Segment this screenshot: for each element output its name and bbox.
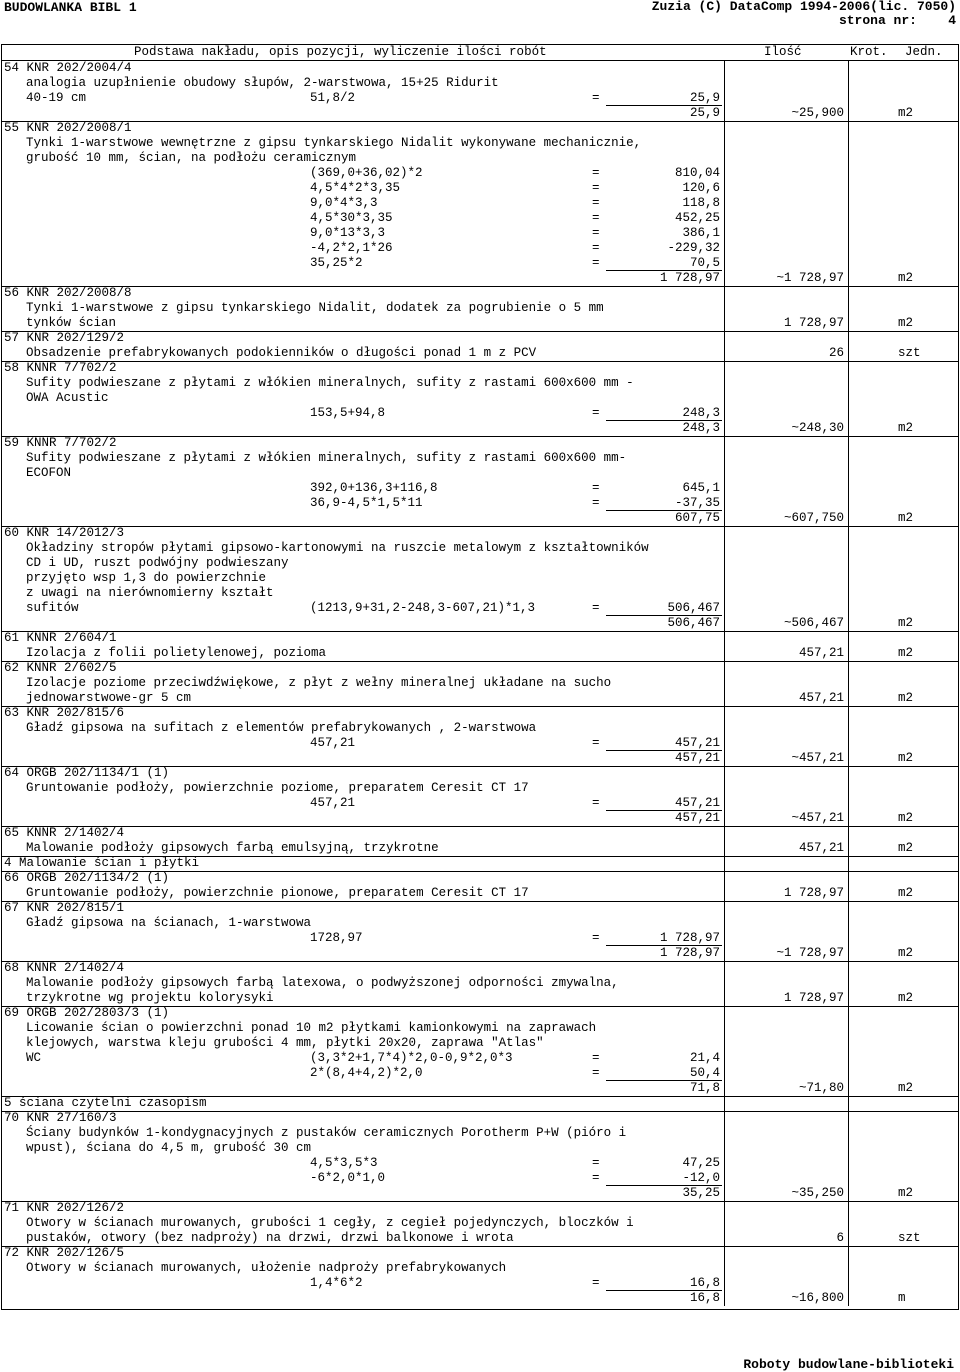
column-divider bbox=[848, 61, 849, 121]
item-quantity: 1 728,97 bbox=[783, 991, 844, 1005]
row-separator bbox=[2, 961, 958, 962]
row-separator bbox=[2, 661, 958, 662]
column-divider bbox=[848, 871, 849, 901]
column-divider bbox=[724, 1111, 725, 1201]
column-divider bbox=[848, 1201, 849, 1246]
item-description: Gładź gipsowa na sufitach z elementów prefabrykowanych , 2-warstwowa bbox=[26, 721, 537, 735]
item-description: jednowarstwowe-gr 5 cm bbox=[26, 691, 192, 705]
calc-value: 47,25 bbox=[682, 1156, 720, 1170]
column-divider bbox=[724, 331, 725, 361]
row-separator bbox=[2, 1201, 958, 1202]
calc-formula: 36,9-4,5*1,5*11 bbox=[310, 496, 423, 510]
section-heading: 5 ściana czytelni czasopism bbox=[4, 1096, 207, 1110]
calc-formula: 4,5*3,5*3 bbox=[310, 1156, 378, 1170]
calc-formula: 51,8/2 bbox=[310, 91, 356, 105]
calc-value: 21,4 bbox=[689, 1051, 720, 1065]
item-description: Malowanie podłoży gipsowych farbą latexowa, o podwyższonej odporności zmywalna, bbox=[26, 976, 619, 990]
item-quantity: ~607,750 bbox=[783, 511, 844, 525]
row-separator bbox=[2, 706, 958, 707]
column-divider bbox=[724, 1246, 725, 1306]
calc-formula: 9,0*4*3,3 bbox=[310, 196, 378, 210]
calc-equals: = bbox=[592, 1051, 600, 1065]
column-divider bbox=[724, 436, 725, 526]
item-subtotal: 25,9 bbox=[689, 106, 720, 120]
row-separator bbox=[2, 286, 958, 287]
calc-formula: -4,2*2,1*26 bbox=[310, 241, 393, 255]
calc-equals: = bbox=[592, 1156, 600, 1170]
calc-formula: 457,21 bbox=[310, 796, 356, 810]
column-divider bbox=[848, 1096, 849, 1111]
item-description: grubość 10 mm, ścian, na podłożu ceramicznym bbox=[26, 151, 357, 165]
item-quantity: 1 728,97 bbox=[783, 316, 844, 330]
calc-value: 248,3 bbox=[682, 406, 720, 420]
item-quantity: ~506,467 bbox=[783, 616, 844, 630]
item-description: ECOFON bbox=[26, 466, 72, 480]
page-label: strona nr: bbox=[838, 13, 917, 28]
item-code: 54 KNR 202/2004/4 bbox=[4, 61, 132, 75]
column-divider bbox=[848, 631, 849, 661]
item-unit: m2 bbox=[898, 691, 914, 705]
column-divider bbox=[724, 706, 725, 766]
row-separator bbox=[2, 436, 958, 437]
row-separator bbox=[2, 631, 958, 632]
item-unit: m2 bbox=[898, 751, 914, 765]
item-subtotal: 16,8 bbox=[689, 1291, 720, 1305]
column-divider bbox=[724, 1201, 725, 1246]
item-quantity: ~35,250 bbox=[791, 1186, 844, 1200]
calc-value: -229,32 bbox=[667, 241, 720, 255]
calc-value: 457,21 bbox=[674, 796, 720, 810]
column-divider bbox=[724, 661, 725, 706]
calc-equals: = bbox=[592, 181, 600, 195]
item-code: 64 ORGB 202/1134/1 (1) bbox=[4, 766, 170, 780]
calc-equals: = bbox=[592, 496, 600, 510]
item-code: 67 KNR 202/815/1 bbox=[4, 901, 125, 915]
item-subtotal: 457,21 bbox=[674, 751, 720, 765]
item-unit: m2 bbox=[898, 646, 914, 660]
calc-value: -37,35 bbox=[674, 496, 720, 510]
row-separator bbox=[2, 826, 958, 827]
item-description: Gruntowanie podłoży, powierzchnie pionowe, preparatem Ceresit CT 17 bbox=[26, 886, 529, 900]
item-code: 57 KNR 202/129/2 bbox=[4, 331, 125, 345]
cost-estimate-table bbox=[1, 44, 959, 1310]
calc-value: 70,5 bbox=[689, 256, 720, 270]
calc-label: WC bbox=[26, 1051, 42, 1065]
item-code: 63 KNR 202/815/6 bbox=[4, 706, 125, 720]
column-divider bbox=[724, 361, 725, 436]
column-divider bbox=[724, 961, 725, 1006]
item-description: Izolacja z folii polietylenowej, pozioma bbox=[26, 646, 327, 660]
row-separator bbox=[2, 526, 958, 527]
item-subtotal: 35,25 bbox=[682, 1186, 720, 1200]
column-header-krot: Krot. bbox=[850, 45, 888, 59]
item-description: tynków ścian bbox=[26, 316, 117, 330]
calc-value: -12,0 bbox=[682, 1171, 720, 1185]
item-description: Izolacje poziome przeciwdźwiękowe, z płyt z wełny mineralnej układane na sucho bbox=[26, 676, 612, 690]
column-divider bbox=[724, 526, 725, 631]
calc-value: 506,467 bbox=[667, 601, 720, 615]
item-code: 60 KNR 14/2012/3 bbox=[4, 526, 125, 540]
item-code: 70 KNR 27/160/3 bbox=[4, 1111, 117, 1125]
column-divider bbox=[848, 1111, 849, 1201]
column-divider bbox=[724, 121, 725, 286]
column-divider bbox=[724, 1096, 725, 1111]
column-divider bbox=[724, 871, 725, 901]
column-divider bbox=[848, 901, 849, 961]
calc-equals: = bbox=[592, 796, 600, 810]
item-code: 68 KNNR 2/1402/4 bbox=[4, 961, 125, 975]
calc-equals: = bbox=[592, 166, 600, 180]
column-divider bbox=[724, 826, 725, 856]
item-unit: m2 bbox=[898, 316, 914, 330]
calc-value: 386,1 bbox=[682, 226, 720, 240]
column-divider bbox=[848, 331, 849, 361]
column-divider bbox=[848, 436, 849, 526]
calc-value: 16,8 bbox=[689, 1276, 720, 1290]
calc-equals: = bbox=[592, 931, 600, 945]
calc-formula: (3,3*2+1,7*4)*2,0-0,9*2,0*3 bbox=[310, 1051, 513, 1065]
column-header-quantity: Ilość bbox=[764, 45, 802, 59]
item-quantity: ~71,80 bbox=[798, 1081, 844, 1095]
document-title: BUDOWLANKA BIBL 1 bbox=[4, 0, 137, 15]
item-code: 66 ORGB 202/1134/2 (1) bbox=[4, 871, 170, 885]
calc-equals: = bbox=[592, 406, 600, 420]
item-code: 58 KNNR 7/702/2 bbox=[4, 361, 117, 375]
calc-label: sufitów bbox=[26, 601, 79, 615]
item-quantity: ~16,800 bbox=[791, 1291, 844, 1305]
item-description: pustaków, otwory (bez nadproży) na drzwi, drzwi balkonowe i wrota bbox=[26, 1231, 514, 1245]
item-quantity: ~1 728,97 bbox=[776, 946, 844, 960]
item-unit: m bbox=[898, 1291, 906, 1305]
page-number-line bbox=[652, 14, 956, 28]
calc-value: 645,1 bbox=[682, 481, 720, 495]
column-divider bbox=[724, 286, 725, 331]
calc-formula: 9,0*13*3,3 bbox=[310, 226, 386, 240]
item-subtotal: 1 728,97 bbox=[659, 271, 720, 285]
item-quantity: 1 728,97 bbox=[783, 886, 844, 900]
column-divider bbox=[848, 1006, 849, 1096]
calc-label: 40-19 cm bbox=[26, 91, 87, 105]
item-description: CD i UD, ruszt podwójny podwieszany bbox=[26, 556, 289, 570]
column-divider bbox=[724, 1006, 725, 1096]
column-divider bbox=[848, 526, 849, 631]
item-description: Gładź gipsowa na ścianach, 1-warstwowa bbox=[26, 916, 312, 930]
section-heading: 4 Malowanie ścian i płytki bbox=[4, 856, 200, 870]
calc-equals: = bbox=[592, 256, 600, 270]
column-divider bbox=[848, 706, 849, 766]
calc-formula: (1213,9+31,2-248,3-607,21)*1,3 bbox=[310, 601, 536, 615]
item-unit: szt bbox=[898, 1231, 921, 1245]
calc-equals: = bbox=[592, 226, 600, 240]
column-divider bbox=[724, 766, 725, 826]
calc-equals: = bbox=[592, 481, 600, 495]
item-subtotal: 607,75 bbox=[674, 511, 720, 525]
row-separator bbox=[2, 1111, 958, 1112]
item-code: 55 KNR 202/2008/1 bbox=[4, 121, 132, 135]
item-unit: m2 bbox=[898, 1186, 914, 1200]
item-unit: m2 bbox=[898, 811, 914, 825]
row-separator bbox=[2, 1246, 958, 1247]
item-quantity: 457,21 bbox=[798, 841, 844, 855]
item-description: wpust), ściana do 4,5 m, grubość 30 cm bbox=[26, 1141, 312, 1155]
item-code: 62 KNNR 2/602/5 bbox=[4, 661, 117, 675]
item-code: 72 KNR 202/126/5 bbox=[4, 1246, 125, 1260]
column-divider bbox=[848, 661, 849, 706]
calc-value: 50,4 bbox=[689, 1066, 720, 1080]
table-header bbox=[2, 45, 958, 61]
calc-value: 452,25 bbox=[674, 211, 720, 225]
item-quantity: 6 bbox=[836, 1231, 844, 1245]
calc-equals: = bbox=[592, 196, 600, 210]
item-description: Gruntowanie podłoży, powierzchnie poziome, preparatem Ceresit CT 17 bbox=[26, 781, 529, 795]
item-subtotal: 71,8 bbox=[689, 1081, 720, 1095]
item-description: przyjęto wsp 1,3 do powierzchnie bbox=[26, 571, 267, 585]
calc-formula: 1728,97 bbox=[310, 931, 363, 945]
calc-formula: -6*2,0*1,0 bbox=[310, 1171, 386, 1185]
item-unit: m2 bbox=[898, 991, 914, 1005]
calc-value: 120,6 bbox=[682, 181, 720, 195]
calc-equals: = bbox=[592, 601, 600, 615]
item-description: trzykrotne wg projektu kolorysyki bbox=[26, 991, 274, 1005]
calc-formula: 392,0+136,3+116,8 bbox=[310, 481, 438, 495]
item-quantity: 457,21 bbox=[798, 691, 844, 705]
item-code: 65 KNNR 2/1402/4 bbox=[4, 826, 125, 840]
item-unit: m2 bbox=[898, 841, 914, 855]
item-description: analogia uzupłnienie obudowy słupów, 2-warstwowa, 15+25 Ridurit bbox=[26, 76, 499, 90]
item-code: 56 KNR 202/2008/8 bbox=[4, 286, 132, 300]
item-quantity: 457,21 bbox=[798, 646, 844, 660]
calc-equals: = bbox=[592, 91, 600, 105]
column-divider bbox=[848, 121, 849, 286]
item-quantity: ~248,30 bbox=[791, 421, 844, 435]
item-description: z uwagi na nierównomierny kształt bbox=[26, 586, 274, 600]
calc-formula: 153,5+94,8 bbox=[310, 406, 386, 420]
column-divider bbox=[848, 961, 849, 1006]
calc-equals: = bbox=[592, 241, 600, 255]
column-divider bbox=[724, 901, 725, 961]
item-unit: szt bbox=[898, 346, 921, 360]
company-info: Zuzia (C) DataComp 1994-2006(lic. 7050) bbox=[651, 0, 956, 14]
item-unit: m2 bbox=[898, 106, 914, 120]
item-quantity: ~1 728,97 bbox=[776, 271, 844, 285]
item-code: 71 KNR 202/126/2 bbox=[4, 1201, 125, 1215]
calc-formula: 35,25*2 bbox=[310, 256, 363, 270]
item-description: Tynki 1-warstwowe z gipsu tynkarskiego Nidalit, dodatek za pogrubienie o 5 mm bbox=[26, 301, 604, 315]
item-unit: m2 bbox=[898, 886, 914, 900]
calc-value: 810,04 bbox=[674, 166, 720, 180]
item-unit: m2 bbox=[898, 616, 914, 630]
column-divider bbox=[848, 361, 849, 436]
column-divider bbox=[724, 631, 725, 661]
column-divider bbox=[848, 826, 849, 856]
item-code: 69 ORGB 202/2803/3 (1) bbox=[4, 1006, 170, 1020]
calc-equals: = bbox=[592, 1171, 600, 1185]
column-divider bbox=[848, 1246, 849, 1306]
footer-text: Roboty budowlane-biblioteki bbox=[743, 1357, 954, 1372]
item-description: Sufity podwieszane z płytami z włókien mineralnych, sufity z rastami 600x600 mm - bbox=[26, 376, 634, 390]
item-subtotal: 457,21 bbox=[674, 811, 720, 825]
column-divider bbox=[848, 286, 849, 331]
column-divider bbox=[724, 856, 725, 871]
item-unit: m2 bbox=[898, 1081, 914, 1095]
calc-formula: 4,5*30*3,35 bbox=[310, 211, 393, 225]
row-separator bbox=[2, 901, 958, 902]
calc-equals: = bbox=[592, 736, 600, 750]
item-description: Sufity podwieszane z płytami z włókien mineralnych, sufity z rastami 600x600 mm- bbox=[26, 451, 627, 465]
row-separator bbox=[2, 331, 958, 332]
item-description: Obsadzenie prefabrykowanych podokienników o długości ponad 1 m z PCV bbox=[26, 346, 537, 360]
item-description: Licowanie ścian o powierzchni ponad 10 m2 płytkami kamionkowymi na zaprawach bbox=[26, 1021, 597, 1035]
column-divider bbox=[724, 61, 725, 121]
item-description: Tynki 1-warstwowe wewnętrzne z gipsu tynkarskiego Nidalit wykonywane mechanicznie, bbox=[26, 136, 642, 150]
item-description: Otwory w ścianach murowanych, grubości 1 cegły, z cegieł pojedynczych, bloczków i bbox=[26, 1216, 634, 1230]
calc-formula: 4,5*4*2*3,35 bbox=[310, 181, 401, 195]
item-subtotal: 506,467 bbox=[667, 616, 720, 630]
calc-equals: = bbox=[592, 211, 600, 225]
item-code: 61 KNNR 2/604/1 bbox=[4, 631, 117, 645]
item-description: klejowych, warstwa kleju grubości 4 mm, płytki 20x20, zaprawa "Atlas" bbox=[26, 1036, 544, 1050]
item-unit: m2 bbox=[898, 421, 914, 435]
item-description: Ściany budynków 1-kondygnacyjnych z pustaków ceramicznych Porotherm P+W (pióro i bbox=[26, 1126, 627, 1140]
calc-equals: = bbox=[592, 1276, 600, 1290]
row-separator bbox=[2, 121, 958, 122]
page-number: 4 bbox=[948, 13, 956, 28]
calc-equals: = bbox=[592, 1066, 600, 1080]
item-quantity: ~457,21 bbox=[791, 811, 844, 825]
column-divider bbox=[848, 856, 849, 871]
item-quantity: ~25,900 bbox=[791, 106, 844, 120]
column-divider bbox=[848, 766, 849, 826]
item-quantity: 26 bbox=[828, 346, 844, 360]
row-separator bbox=[2, 361, 958, 362]
calc-formula: 2*(8,4+4,2)*2,0 bbox=[310, 1066, 423, 1080]
item-description: Malowanie podłoży gipsowych farbą emulsyjną, trzykrotne bbox=[26, 841, 439, 855]
item-quantity: ~457,21 bbox=[791, 751, 844, 765]
column-header-description: Podstawa nakładu, opis pozycji, wyliczenie ilości robót bbox=[134, 45, 547, 59]
item-unit: m2 bbox=[898, 946, 914, 960]
item-unit: m2 bbox=[898, 271, 914, 285]
item-subtotal: 248,3 bbox=[682, 421, 720, 435]
item-code: 59 KNNR 7/702/2 bbox=[4, 436, 117, 450]
calc-value: 457,21 bbox=[674, 736, 720, 750]
calc-formula: (369,0+36,02)*2 bbox=[310, 166, 423, 180]
calc-value: 118,8 bbox=[682, 196, 720, 210]
calc-value: 25,9 bbox=[689, 91, 720, 105]
calc-formula: 457,21 bbox=[310, 736, 356, 750]
calc-formula: 1,4*6*2 bbox=[310, 1276, 363, 1290]
item-description: OWA Acustic bbox=[26, 391, 109, 405]
item-description: Otwory w ścianach murowanych, ułożenie nadproży prefabrykowanych bbox=[26, 1261, 507, 1275]
calc-value: 1 728,97 bbox=[659, 931, 720, 945]
item-unit: m2 bbox=[898, 511, 914, 525]
item-subtotal: 1 728,97 bbox=[659, 946, 720, 960]
header-right bbox=[652, 0, 956, 28]
item-description: Okładziny stropów płytami gipsowo-kartonowymi na ruszcie metalowym z kształtowników bbox=[26, 541, 649, 555]
column-header-unit: Jedn. bbox=[905, 45, 943, 59]
